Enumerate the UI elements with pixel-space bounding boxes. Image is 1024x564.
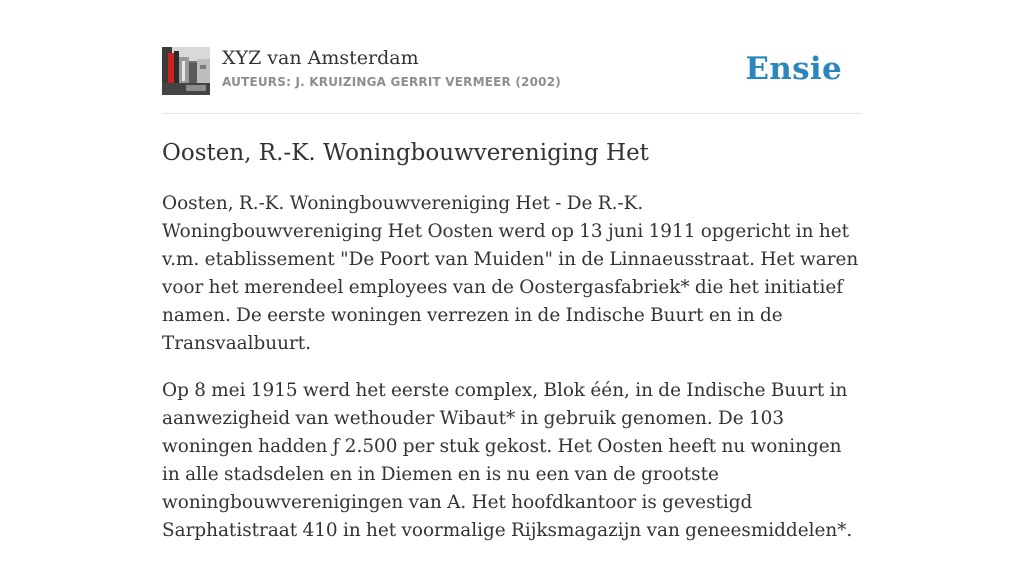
- source-header: [162, 45, 862, 114]
- book-authors: AUTEURS: J. KRUIZINGA GERRIT VERMEER (2002): [222, 75, 561, 89]
- book-cover-icon[interactable]: [162, 47, 210, 95]
- book-title[interactable]: XYZ van Amsterdam: [222, 47, 419, 69]
- ensie-logo[interactable]: Ensie: [745, 51, 842, 87]
- article-body: [162, 190, 862, 564]
- article-paragraph: Op 8 mei 1915 werd het eerste complex, Blok één, in de Indische Buurt in aanwezigheid van wethouder Wibaut* in gebruik genomen. De 103 woningen hadden ƒ 2.500 per stuk gekost. Het Oosten heeft nu woningen in alle stadsdelen en in Diemen en is nu een van de grootste woningbouwverenigingen van A. Het hoofdkantoor is gevestigd Sarphatistraat 410 in het voormalige Rijksmagazijn van geneesmiddelen*.: [162, 380, 853, 541]
- article-paragraph: Oosten, R.-K. Woningbouwvereniging Het - De R.-K. Woningbouwvereniging Het Oosten werd op 13 juni 1911 opgericht in het v.m. etablissement "De Poort van Muiden" in de Linnaeusstraat. Het waren voor het merendeel employees van de Oostergasfabriek* die het initiatief namen. De eerste woningen verrezen in de Indische Buurt en in de Transvaalbuurt.: [162, 193, 859, 354]
- article-title: Oosten, R.-K. Woningbouwvereniging Het: [162, 140, 649, 166]
